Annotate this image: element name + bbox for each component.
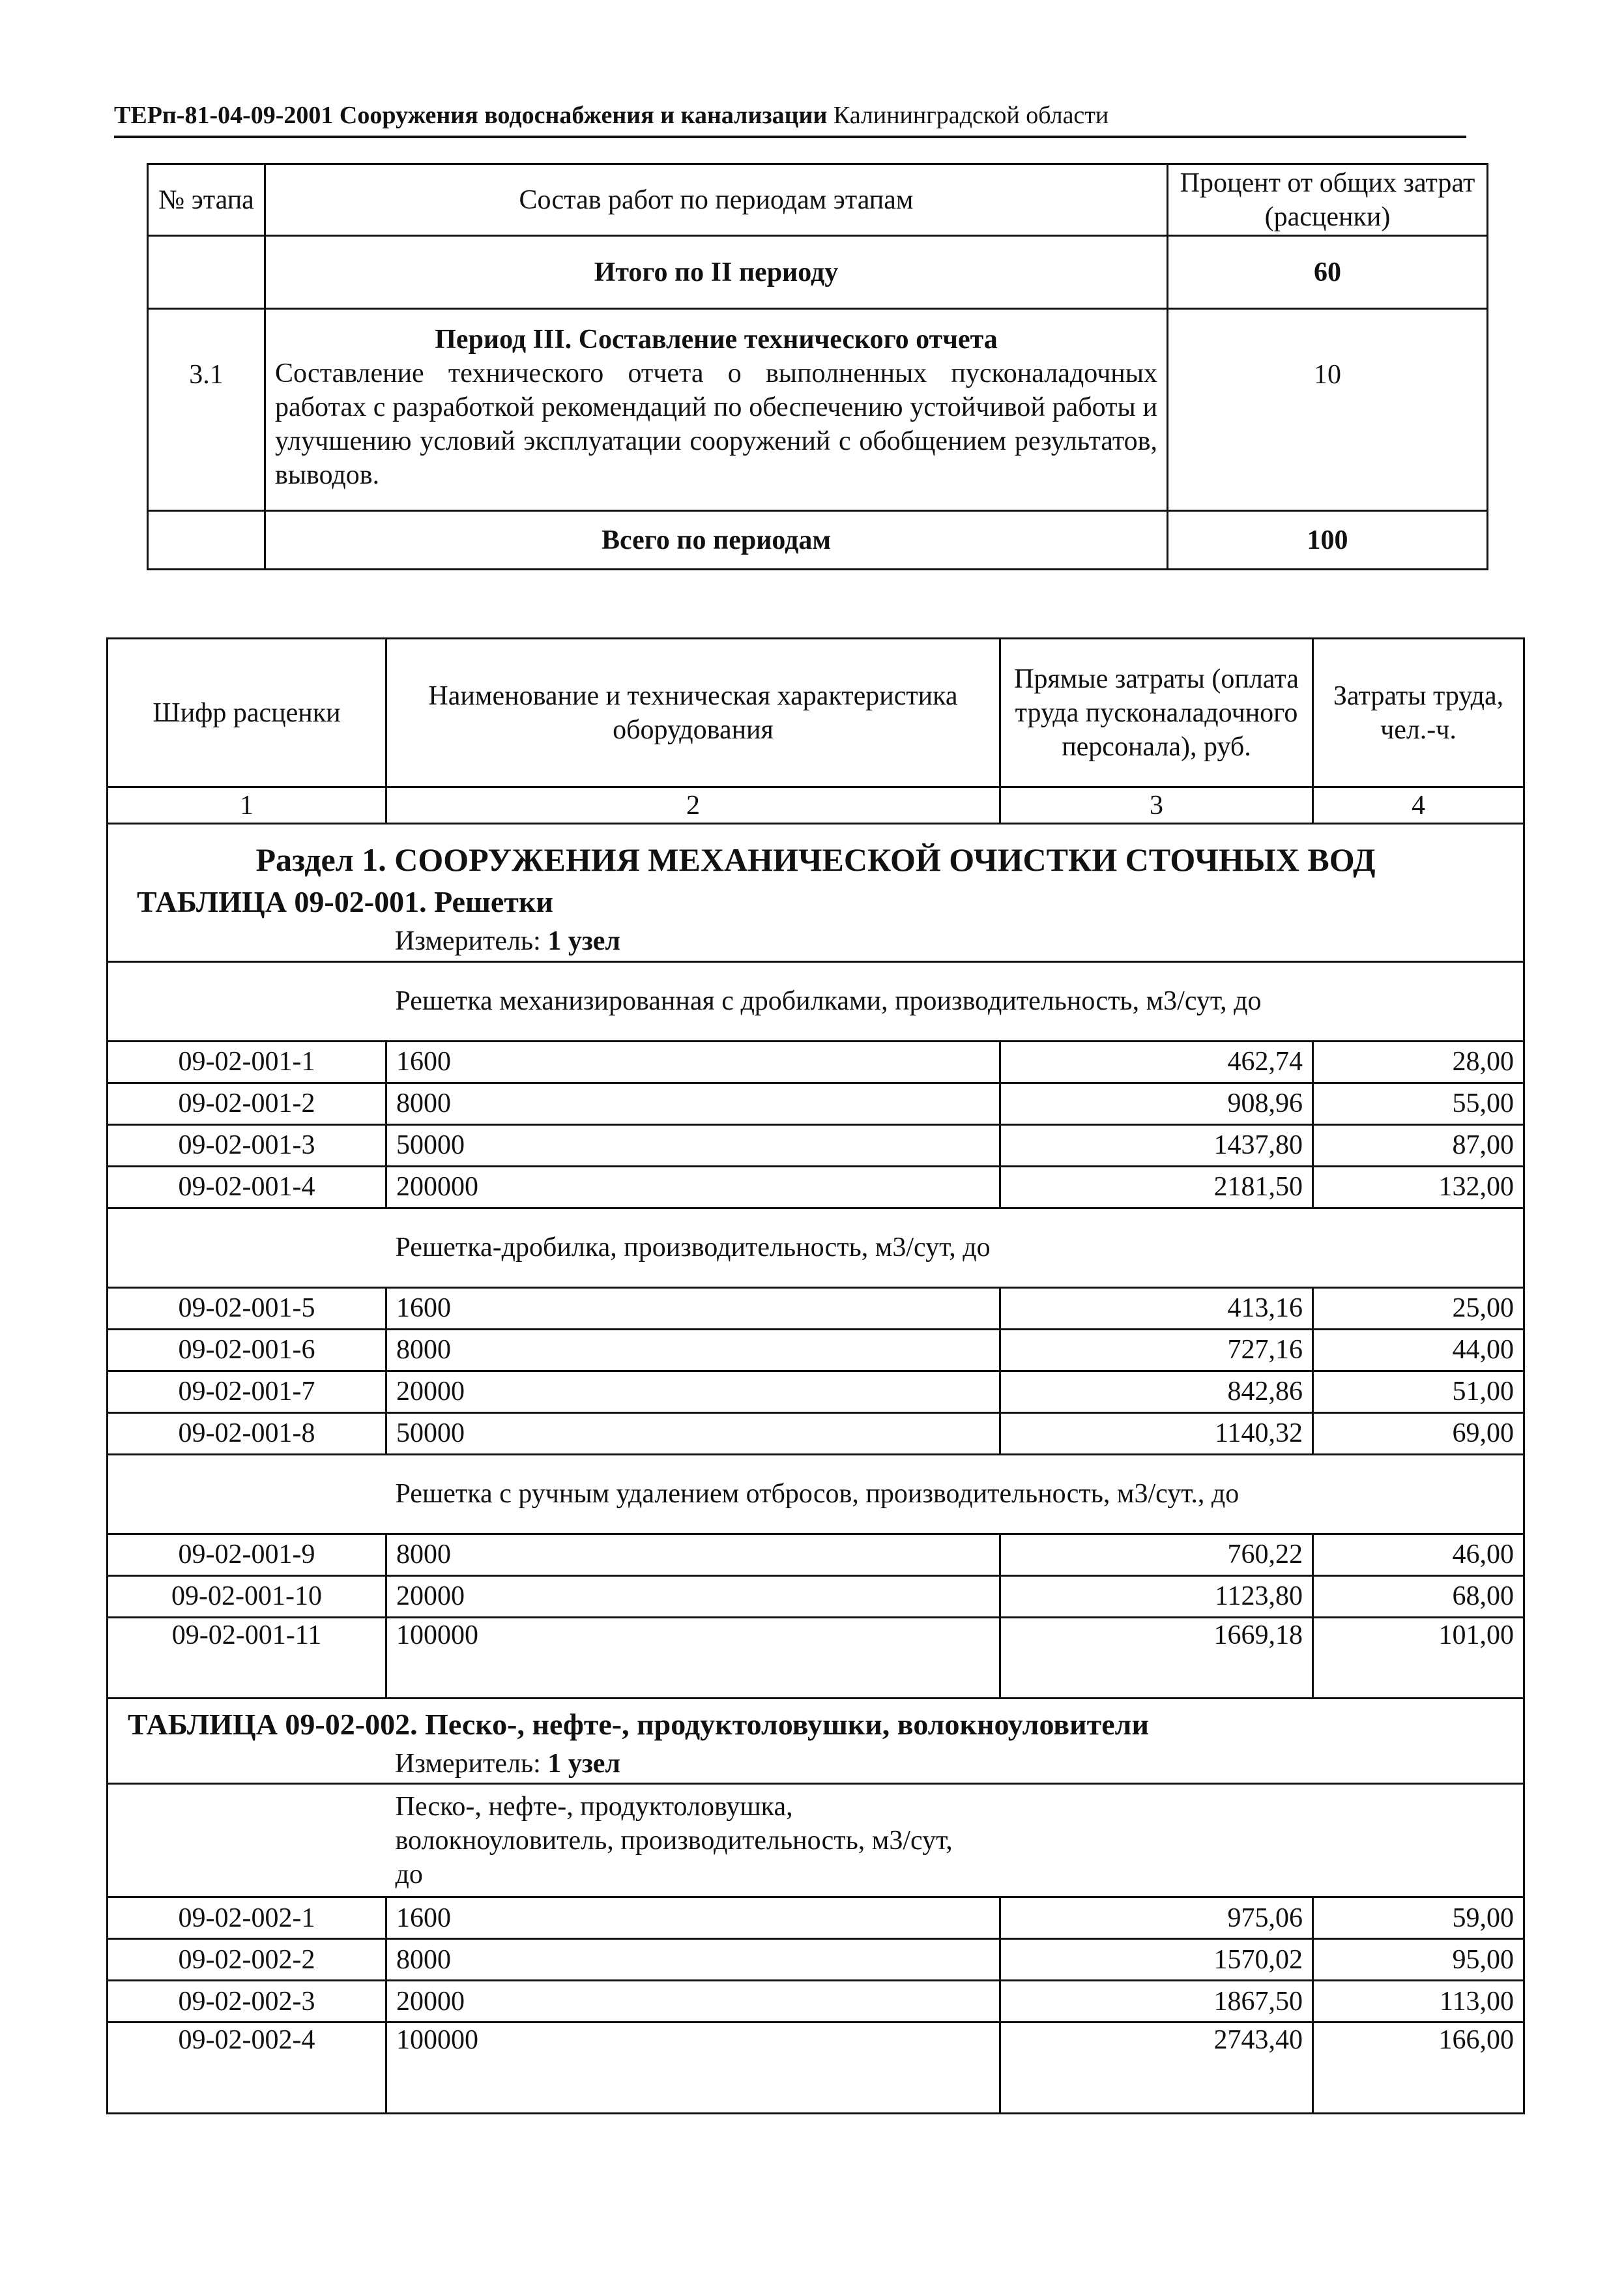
period-3-title: Период III. Составление технического отчета (435, 325, 998, 355)
capacity: 1600 (386, 1897, 1000, 1939)
price-code: 09-02-001-5 (108, 1287, 386, 1329)
grand-total-label: Всего по периодам (265, 511, 1168, 570)
table-row (108, 1166, 1524, 1208)
periods-table (147, 163, 1488, 570)
labor-cost: 95,00 (1313, 1939, 1524, 1981)
direct-cost: 760,22 (1000, 1534, 1313, 1575)
table-row (108, 1534, 1524, 1575)
table-row (108, 1083, 1524, 1124)
period-2-total-label: Итого по II периоду (265, 236, 1168, 309)
price-code: 09-02-001-4 (108, 1166, 386, 1208)
table-row (108, 1041, 1524, 1083)
direct-cost: 462,74 (1000, 1041, 1313, 1083)
group-description: Решетка механизированная с дробилками, производительность, м3/сут, до (386, 961, 1524, 1041)
group-description: Решетка с ручным удалением отбросов, производительность, м3/сут., до (386, 1454, 1524, 1534)
capacity: 20000 (386, 1981, 1000, 2022)
labor-cost: 166,00 (1313, 2022, 1524, 2114)
measure-unit (108, 1745, 1524, 1784)
labor-cost: 28,00 (1313, 1041, 1524, 1083)
table-row (108, 1617, 1524, 1698)
measure-label: Измеритель: (395, 1748, 541, 1779)
table-row (108, 1981, 1524, 2022)
labor-cost: 25,00 (1313, 1287, 1524, 1329)
capacity: 1600 (386, 1287, 1000, 1329)
group-description-text: Песко-, нефте-, продуктоловушка, волокноуловитель, производительность, м3/сут, до (395, 1791, 953, 1890)
capacity: 20000 (386, 1575, 1000, 1617)
price-code: 09-02-002-1 (108, 1897, 386, 1939)
period-3-description (265, 309, 1168, 511)
direct-cost: 975,06 (1000, 1897, 1313, 1939)
table-row (108, 1124, 1524, 1166)
col-number: 1 (108, 787, 386, 824)
stage-number (148, 236, 265, 309)
column-numbers-row (108, 787, 1524, 824)
price-code: 09-02-001-10 (108, 1575, 386, 1617)
price-code: 09-02-001-1 (108, 1041, 386, 1083)
group-description: Решетка-дробилка, производительность, м3/сут, до (386, 1208, 1524, 1287)
price-code: 09-02-001-2 (108, 1083, 386, 1124)
col-header-stage-number: № этапа (148, 164, 265, 236)
period-3-row (148, 309, 1488, 511)
capacity: 50000 (386, 1412, 1000, 1454)
col-header-code: Шифр расценки (108, 639, 386, 787)
capacity: 20000 (386, 1371, 1000, 1412)
col-number: 3 (1000, 787, 1313, 824)
price-code: 09-02-001-9 (108, 1534, 386, 1575)
period-3-value: 10 (1168, 309, 1488, 511)
period-2-total-value: 60 (1168, 236, 1488, 309)
section-title: Раздел 1. СООРУЖЕНИЯ МЕХАНИЧЕСКОЙ ОЧИСТКИ СТОЧНЫХ ВОД (108, 824, 1524, 883)
direct-cost: 908,96 (1000, 1083, 1313, 1124)
table-row (108, 1897, 1524, 1939)
labor-cost: 46,00 (1313, 1534, 1524, 1575)
section-title-row (108, 824, 1524, 883)
stage-number (148, 511, 265, 570)
measure-label: Измеритель: (395, 926, 541, 957)
stage-number: 3.1 (148, 309, 265, 511)
price-code: 09-02-001-6 (108, 1329, 386, 1371)
col-number: 4 (1313, 787, 1524, 824)
capacity: 100000 (386, 1617, 1000, 1698)
capacity: 1600 (386, 1041, 1000, 1083)
col-header-direct-cost: Прямые затраты (оплата труда пусконаладочного персонала), руб. (1000, 639, 1313, 787)
period-2-total-row (148, 236, 1488, 309)
table-row (108, 1412, 1524, 1454)
price-code: 09-02-002-2 (108, 1939, 386, 1981)
direct-cost: 1437,80 (1000, 1124, 1313, 1166)
table-title-row (108, 882, 1524, 922)
table-title: ТАБЛИЦА 09-02-001. Решетки (108, 882, 1524, 922)
capacity: 8000 (386, 1083, 1000, 1124)
table-title-row (108, 1698, 1524, 1745)
col-header-name: Наименование и техническая характеристика оборудования (386, 639, 1000, 787)
period-3-text: Составление технического отчета о выполненных пусконаладочных работах с разработкой рекомендаций по обеспечению устойчивой работы и улучшению условий эксплуатации сооружений с обобщением результатов, выводов. (275, 358, 1157, 490)
col-number: 2 (386, 787, 1000, 824)
direct-cost: 413,16 (1000, 1287, 1313, 1329)
table-title: ТАБЛИЦА 09-02-002. Песко-, нефте-, продуктоловушки, волокноуловители (108, 1698, 1524, 1745)
periods-header-row (148, 164, 1488, 236)
measure-row (108, 1745, 1524, 1784)
direct-cost: 1669,18 (1000, 1617, 1313, 1698)
capacity: 8000 (386, 1329, 1000, 1371)
measure-unit (108, 922, 1524, 961)
col-header-labor: Затраты труда, чел.-ч. (1313, 639, 1524, 787)
table-row (108, 1329, 1524, 1371)
capacity: 100000 (386, 2022, 1000, 2114)
group-description-row (108, 1208, 1524, 1287)
direct-cost: 1140,32 (1000, 1412, 1313, 1454)
capacity: 8000 (386, 1939, 1000, 1981)
running-header (114, 95, 1466, 138)
labor-cost: 101,00 (1313, 1617, 1524, 1698)
capacity: 200000 (386, 1166, 1000, 1208)
col-header-work-composition: Состав работ по периодам этапам (265, 164, 1168, 236)
prices-header-row (108, 639, 1524, 787)
labor-cost: 69,00 (1313, 1412, 1524, 1454)
group-description-row (108, 1784, 1524, 1897)
col-header-percent: Процент от общих затрат (расценки) (1168, 164, 1488, 236)
measure-row (108, 922, 1524, 961)
labor-cost: 51,00 (1313, 1371, 1524, 1412)
price-code: 09-02-002-4 (108, 2022, 386, 2114)
table-row (108, 1371, 1524, 1412)
table-row (108, 1287, 1524, 1329)
table-row (108, 1939, 1524, 1981)
measure-value: 1 узел (547, 926, 620, 957)
direct-cost: 842,86 (1000, 1371, 1313, 1412)
labor-cost: 132,00 (1313, 1166, 1524, 1208)
price-code: 09-02-001-8 (108, 1412, 386, 1454)
group-description-row (108, 1454, 1524, 1534)
group-description (386, 1784, 1524, 1897)
price-code: 09-02-001-7 (108, 1371, 386, 1412)
direct-cost: 2181,50 (1000, 1166, 1313, 1208)
capacity: 8000 (386, 1534, 1000, 1575)
capacity: 50000 (386, 1124, 1000, 1166)
direct-cost: 727,16 (1000, 1329, 1313, 1371)
measure-value: 1 узел (547, 1748, 620, 1779)
direct-cost: 1123,80 (1000, 1575, 1313, 1617)
labor-cost: 59,00 (1313, 1897, 1524, 1939)
labor-cost: 68,00 (1313, 1575, 1524, 1617)
table-row (108, 2022, 1524, 2114)
price-code: 09-02-002-3 (108, 1981, 386, 2022)
grand-total-value: 100 (1168, 511, 1488, 570)
header-region: Калининградской области (833, 102, 1109, 129)
labor-cost: 44,00 (1313, 1329, 1524, 1371)
direct-cost: 2743,40 (1000, 2022, 1313, 2114)
header-document-code: ТЕРп-81-04-09-2001 Сооружения водоснабжения и канализации (114, 102, 828, 129)
direct-cost: 1867,50 (1000, 1981, 1313, 2022)
prices-table (106, 637, 1525, 2114)
labor-cost: 55,00 (1313, 1083, 1524, 1124)
direct-cost: 1570,02 (1000, 1939, 1313, 1981)
price-code: 09-02-001-3 (108, 1124, 386, 1166)
grand-total-row (148, 511, 1488, 570)
labor-cost: 87,00 (1313, 1124, 1524, 1166)
group-description-row (108, 961, 1524, 1041)
price-code: 09-02-001-11 (108, 1617, 386, 1698)
labor-cost: 113,00 (1313, 1981, 1524, 2022)
table-row (108, 1575, 1524, 1617)
